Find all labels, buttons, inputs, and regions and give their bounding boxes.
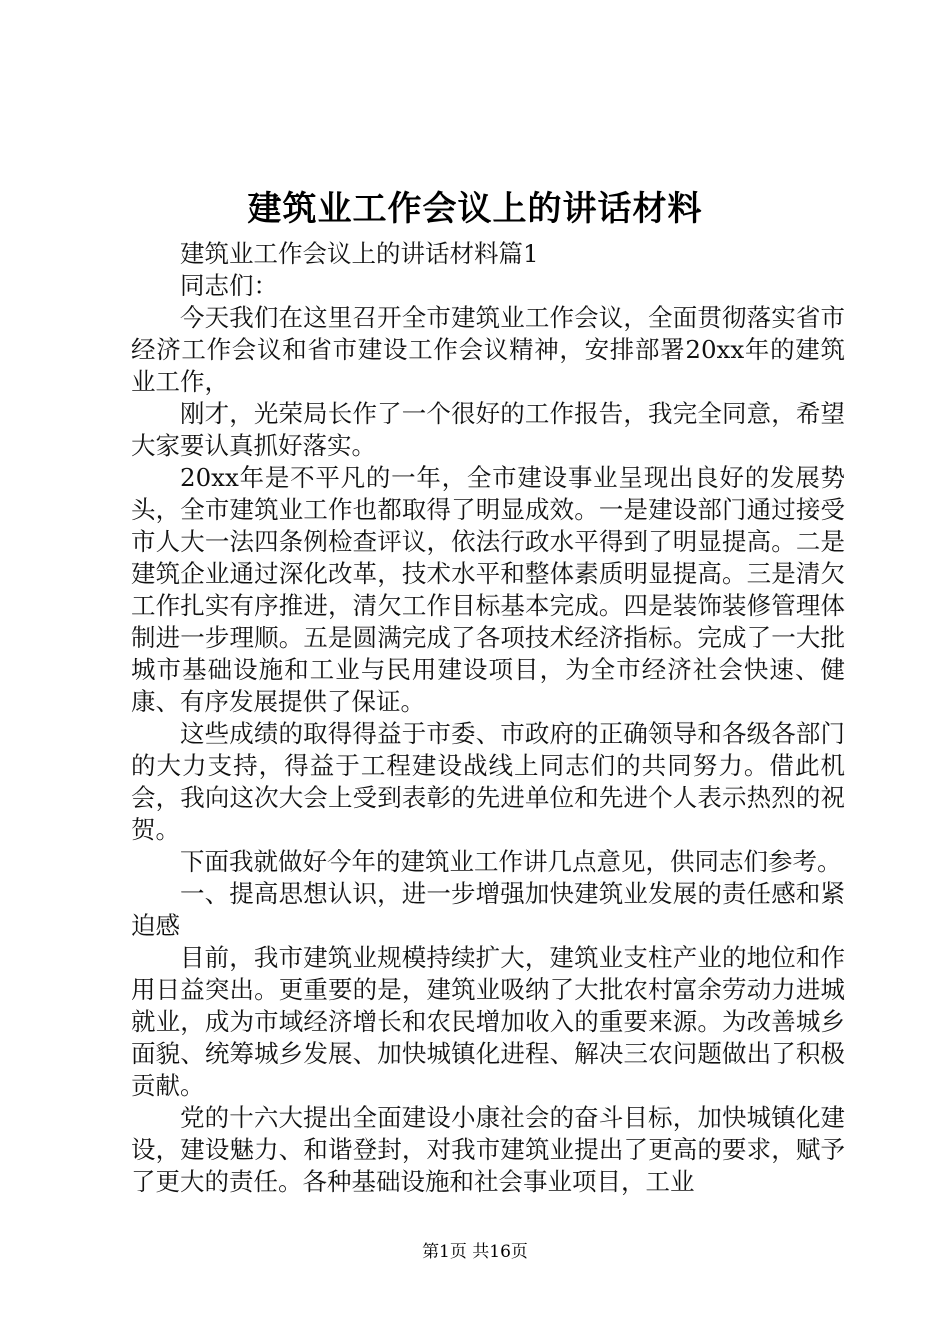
paragraph: 下面我就做好今年的建筑业工作讲几点意见，供同志们参考。 bbox=[180, 847, 842, 876]
salutation: 同志们： bbox=[180, 271, 278, 300]
section-heading: 建筑业工作会议上的讲话材料篇1 bbox=[180, 239, 539, 268]
document-body bbox=[131, 238, 845, 1198]
paragraph: 目前，我市建筑业规模持续扩大，建筑业支柱产业的地位和作用日益突出。更重要的是，建筑业吸纳了大批农村富余劳动力进城就业，成为市域经济增长和农民增加收入的重要来源。为改善城乡面貌、统筹城乡发展、加快城镇化进程、解决三农问题做出了积极贡献。 bbox=[131, 943, 845, 1100]
document-title: 建筑业工作会议上的讲话材料 bbox=[247, 189, 703, 229]
paragraph: 一、提高思想认识，进一步增强加快建筑业发展的责任感和紧迫感 bbox=[131, 879, 845, 940]
paragraph: 党的十六大提出全面建设小康社会的奋斗目标，加快城镇化建设，建设魅力、和谐登封，对我市建筑业提出了更高的要求，赋予了更大的责任。各种基础设施和社会事业项目，工业 bbox=[131, 1103, 845, 1196]
paragraph: 这些成绩的取得得益于市委、市政府的正确领导和各级各部门的大力支持，得益于工程建设战线上同志们的共同努力。借此机会，我向这次大会上受到表彰的先进单位和先进个人表示热烈的祝贺。 bbox=[131, 719, 845, 844]
paragraph: 今天我们在这里召开全市建筑业工作会议，全面贯彻落实省市经济工作会议和省市建设工作会议精神，安排部署20xx年的建筑业工作， bbox=[131, 303, 845, 396]
page-number-footer: 第1页 共16页 bbox=[422, 1242, 528, 1262]
paragraph: 刚才，光荣局长作了一个很好的工作报告，我完全同意，希望大家要认真抓好落实。 bbox=[131, 399, 845, 460]
paragraph: 20xx年是不平凡的一年，全市建设事业呈现出良好的发展势头，全市建筑业工作也都取得了明显成效。一是建设部门通过接受市人大一法四条例检查评议，依法行政水平得到了明显提高。二是建筑企业通过深化改革，技术水平和整体素质明显提高。三是清欠工作扎实有序推进，清欠工作目标基本完成。四是装饰装修管理体制进一步理顺。五是圆满完成了各项技术经济指标。完成了一大批城市基础设施和工业与民用建设项目，为全市经济社会快速、健康、有序发展提供了保证。 bbox=[131, 463, 845, 716]
